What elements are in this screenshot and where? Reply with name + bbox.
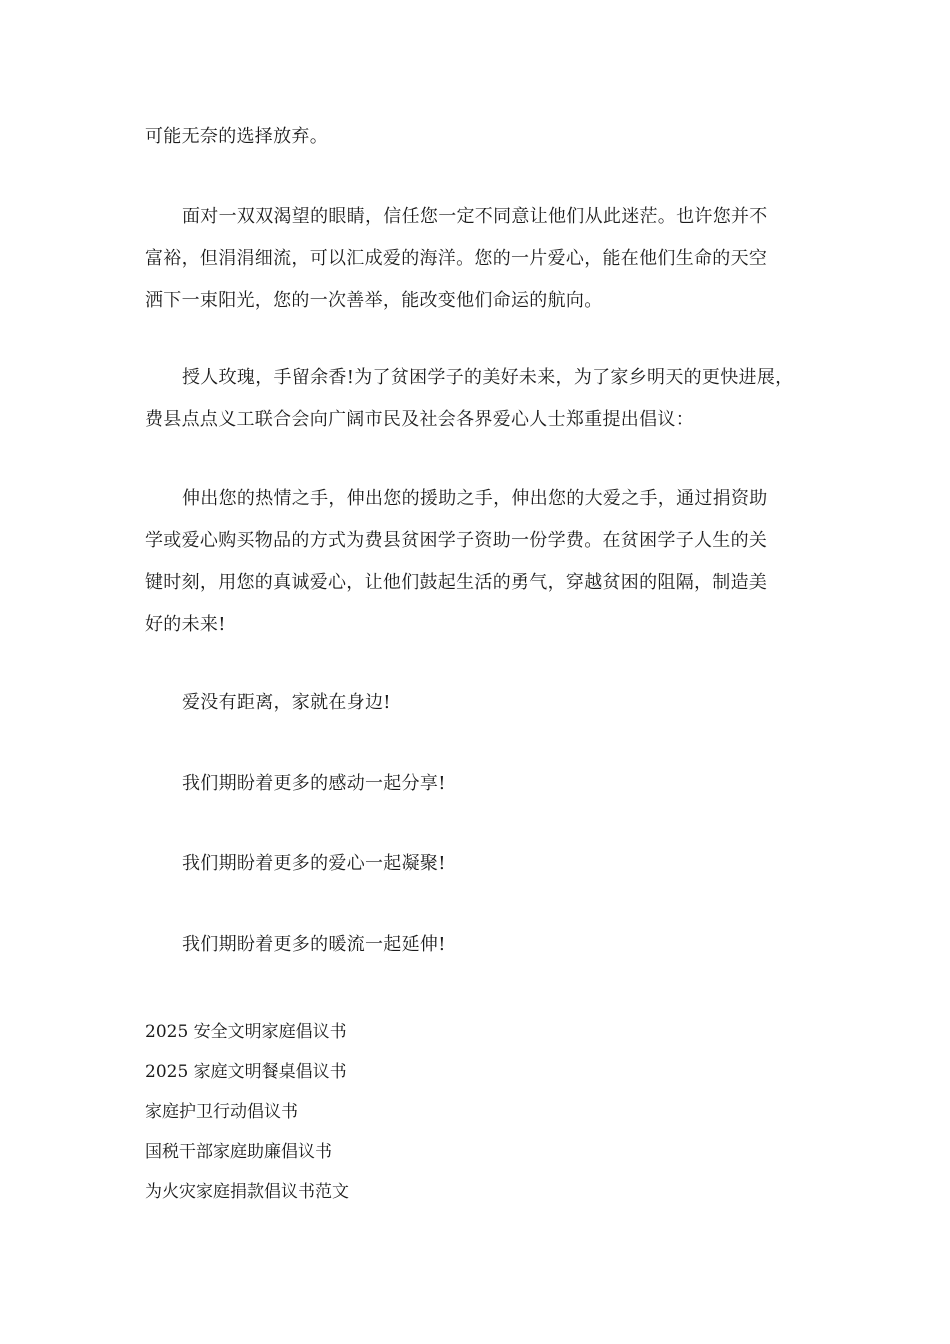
related-link-safety-family[interactable]: 2025 安全文明家庭倡议书	[145, 1022, 347, 1042]
slogan-extend	[145, 924, 805, 966]
paragraph-eyes	[145, 196, 805, 322]
paragraph-line: 好的未来!	[145, 614, 226, 635]
paragraph-continuation	[145, 116, 805, 158]
paragraph-line: 伸出您的热情之手，伸出您的援助之手，伸出您的大爱之手，通过捐资助	[182, 488, 768, 509]
paragraph-line: 我们期盼着更多的感动一起分享!	[182, 773, 446, 794]
paragraph-line: 键时刻，用您的真诚爱心，让他们鼓起生活的勇气，穿越贫困的阻隔，制造美	[145, 572, 768, 593]
paragraph-line: 洒下一束阳光，您的一次善举，能改变他们命运的航向。	[145, 290, 603, 311]
paragraph-helping-hands	[145, 478, 805, 646]
related-link-dining-table[interactable]: 2025 家庭文明餐桌倡议书	[145, 1062, 347, 1082]
paragraph-line: 我们期盼着更多的暖流一起延伸!	[182, 934, 446, 955]
paragraph-line: 可能无奈的选择放弃。	[145, 126, 328, 147]
paragraph-line: 费县点点义工联合会向广阔市民及社会各界爱心人士郑重提出倡议：	[145, 409, 694, 430]
paragraph-line: 富裕，但涓涓细流，可以汇成爱的海洋。您的一片爱心，能在他们生命的天空	[145, 248, 768, 269]
paragraph-line: 面对一双双渴望的眼睛，信任您一定不同意让他们从此迷茫。也许您并不	[182, 206, 768, 227]
related-link-family-guard[interactable]: 家庭护卫行动倡议书	[145, 1102, 298, 1122]
paragraph-line: 授人玫瑰，手留余香!为了贫困学子的美好未来，为了家乡明天的更快进展，	[182, 367, 794, 388]
paragraph-line: 我们期盼着更多的爱心一起凝聚!	[182, 853, 446, 874]
related-link-fire-donation[interactable]: 为火灾家庭捐款倡议书范文	[145, 1182, 349, 1202]
slogan-love-no-distance	[145, 682, 805, 724]
related-link-tax-integrity[interactable]: 国税干部家庭助廉倡议书	[145, 1142, 332, 1162]
paragraph-line: 爱没有距离，家就在身边!	[182, 692, 391, 713]
paragraph-initiative	[145, 357, 805, 441]
slogan-share	[145, 763, 805, 805]
paragraph-line: 学或爱心购买物品的方式为费县贫困学子资助一份学费。在贫困学子人生的关	[145, 530, 768, 551]
slogan-gather	[145, 843, 805, 885]
related-links-list	[145, 1012, 349, 1212]
